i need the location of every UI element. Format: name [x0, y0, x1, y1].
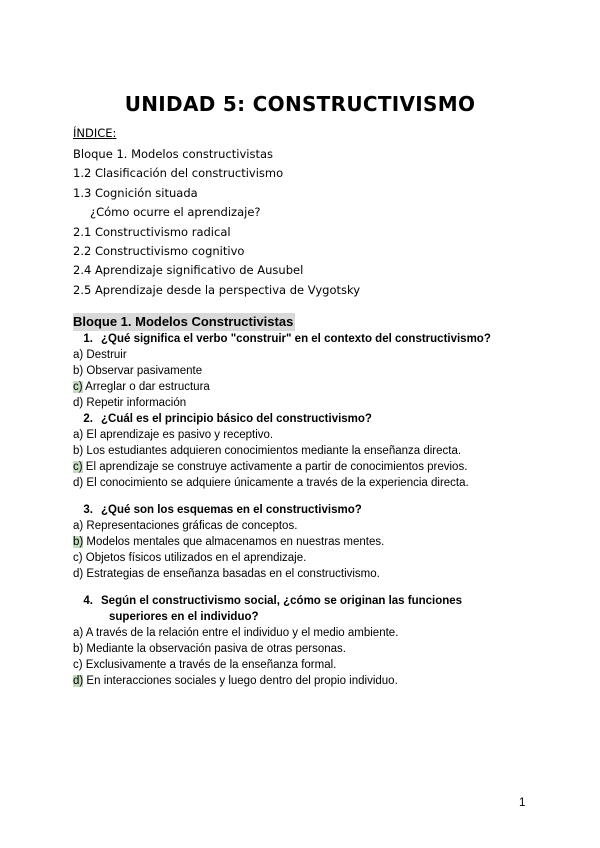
toc-item: 2.5 Aprendizaje desde la perspectiva de Vygotsky [73, 282, 361, 297]
correct-answer-highlight: c) [73, 381, 83, 393]
option-text: Modelos mentales que almacenamos en nuestras mentes. [83, 536, 385, 548]
question-number: 4. [83, 595, 93, 607]
question-number: 2. [83, 413, 93, 425]
option-2d [73, 475, 543, 491]
option-letter: a) [73, 429, 84, 441]
question-text-continued: superiores en el individuo? [109, 611, 259, 623]
option-letter: d) [73, 477, 84, 489]
option-3a [73, 518, 543, 534]
page-number: 1 [519, 797, 526, 809]
option-text: Repetir información [83, 397, 187, 409]
block-title: Bloque 1. Modelos Constructivistas [73, 314, 294, 329]
toc-heading-colon: : [112, 126, 117, 140]
option-2a [73, 427, 543, 443]
question-text: ¿Cuál es el principio básico del constructivismo? [101, 413, 372, 425]
quiz-section [73, 313, 543, 689]
option-text: El aprendizaje es pasivo y receptivo. [83, 429, 274, 441]
question-1 [73, 331, 543, 347]
question-4 [73, 593, 543, 625]
option-letter: b) [73, 365, 84, 377]
option-letter: b) [73, 643, 84, 655]
toc-list [73, 145, 360, 300]
option-letter: c) [73, 552, 83, 564]
option-text: A través de la relación entre el individuo y el medio ambiente. [83, 627, 399, 639]
option-4d [73, 673, 543, 689]
option-2c [73, 459, 543, 475]
option-3d [73, 566, 543, 582]
option-text: El aprendizaje se construye activamente a partir de conocimientos previos. [82, 461, 468, 473]
option-3b [73, 534, 543, 550]
spacer [73, 491, 543, 502]
option-1a [73, 347, 543, 363]
toc-heading [73, 125, 360, 141]
toc-item: 1.3 Cognición situada [73, 185, 198, 200]
option-text: Representaciones gráficas de conceptos. [83, 520, 298, 532]
question-number: 1. [83, 333, 93, 345]
option-text: El conocimiento se adquiere únicamente a través de la experiencia directa. [83, 477, 469, 489]
option-text: Objetos físicos utilizados en el aprendizaje. [82, 552, 307, 564]
option-4b [73, 641, 543, 657]
question-text: Según el constructivismo social, ¿cómo se originan las funciones [101, 595, 463, 607]
option-text: Destruir [83, 349, 127, 361]
option-text: Observar pasivamente [83, 365, 203, 377]
option-4a [73, 625, 543, 641]
question-number: 3. [83, 504, 93, 516]
toc-item: 2.4 Aprendizaje significativo de Ausubel [73, 263, 304, 278]
option-text: Estrategias de enseñanza basadas en el constructivismo. [83, 568, 380, 580]
option-1b [73, 363, 543, 379]
option-4c [73, 657, 543, 673]
option-1c [73, 379, 543, 395]
option-letter: a) [73, 349, 84, 361]
correct-answer-highlight: c) [73, 461, 83, 473]
question-text: ¿Qué son los esquemas en el constructivismo? [101, 504, 362, 516]
toc-item: Bloque 1. Modelos constructivistas [73, 147, 274, 161]
option-letter: a) [73, 627, 84, 639]
question-3 [73, 502, 543, 518]
option-2b [73, 443, 543, 459]
option-text: Arreglar o dar estructura [82, 381, 210, 393]
spacer [73, 582, 543, 593]
option-letter: b) [73, 445, 84, 457]
option-text: Exclusivamente a través de la enseñanza formal. [82, 659, 337, 671]
toc-item: 2.1 Constructivismo radical [73, 224, 231, 239]
option-3c [73, 550, 543, 566]
toc-item: 2.2 Constructivismo cognitivo [73, 243, 245, 258]
toc-item: ¿Cómo ocurre el aprendizaje? [90, 205, 261, 220]
option-text: Los estudiantes adquieren conocimientos mediante la enseñanza directa. [83, 445, 462, 457]
question-text: ¿Qué significa el verbo "construir" en el contexto del constructivismo? [101, 333, 491, 345]
option-1d [73, 395, 543, 411]
toc-heading-text: ÍNDICE [73, 126, 113, 140]
correct-answer-highlight: d) [73, 675, 84, 687]
option-letter: c) [73, 659, 83, 671]
option-letter: a) [73, 520, 84, 532]
option-text: Mediante la observación pasiva de otras personas. [83, 643, 346, 655]
question-2 [73, 411, 543, 427]
page-title: UNIDAD 5: CONSTRUCTIVISMO [124, 92, 476, 116]
option-letter: d) [73, 397, 84, 409]
option-text: En interacciones sociales y luego dentro del propio individuo. [83, 675, 398, 687]
correct-answer-highlight: b) [73, 536, 84, 548]
option-letter: d) [73, 568, 84, 580]
toc-item: 1.2 Clasificación del constructivismo [73, 166, 284, 181]
table-of-contents [73, 125, 360, 300]
